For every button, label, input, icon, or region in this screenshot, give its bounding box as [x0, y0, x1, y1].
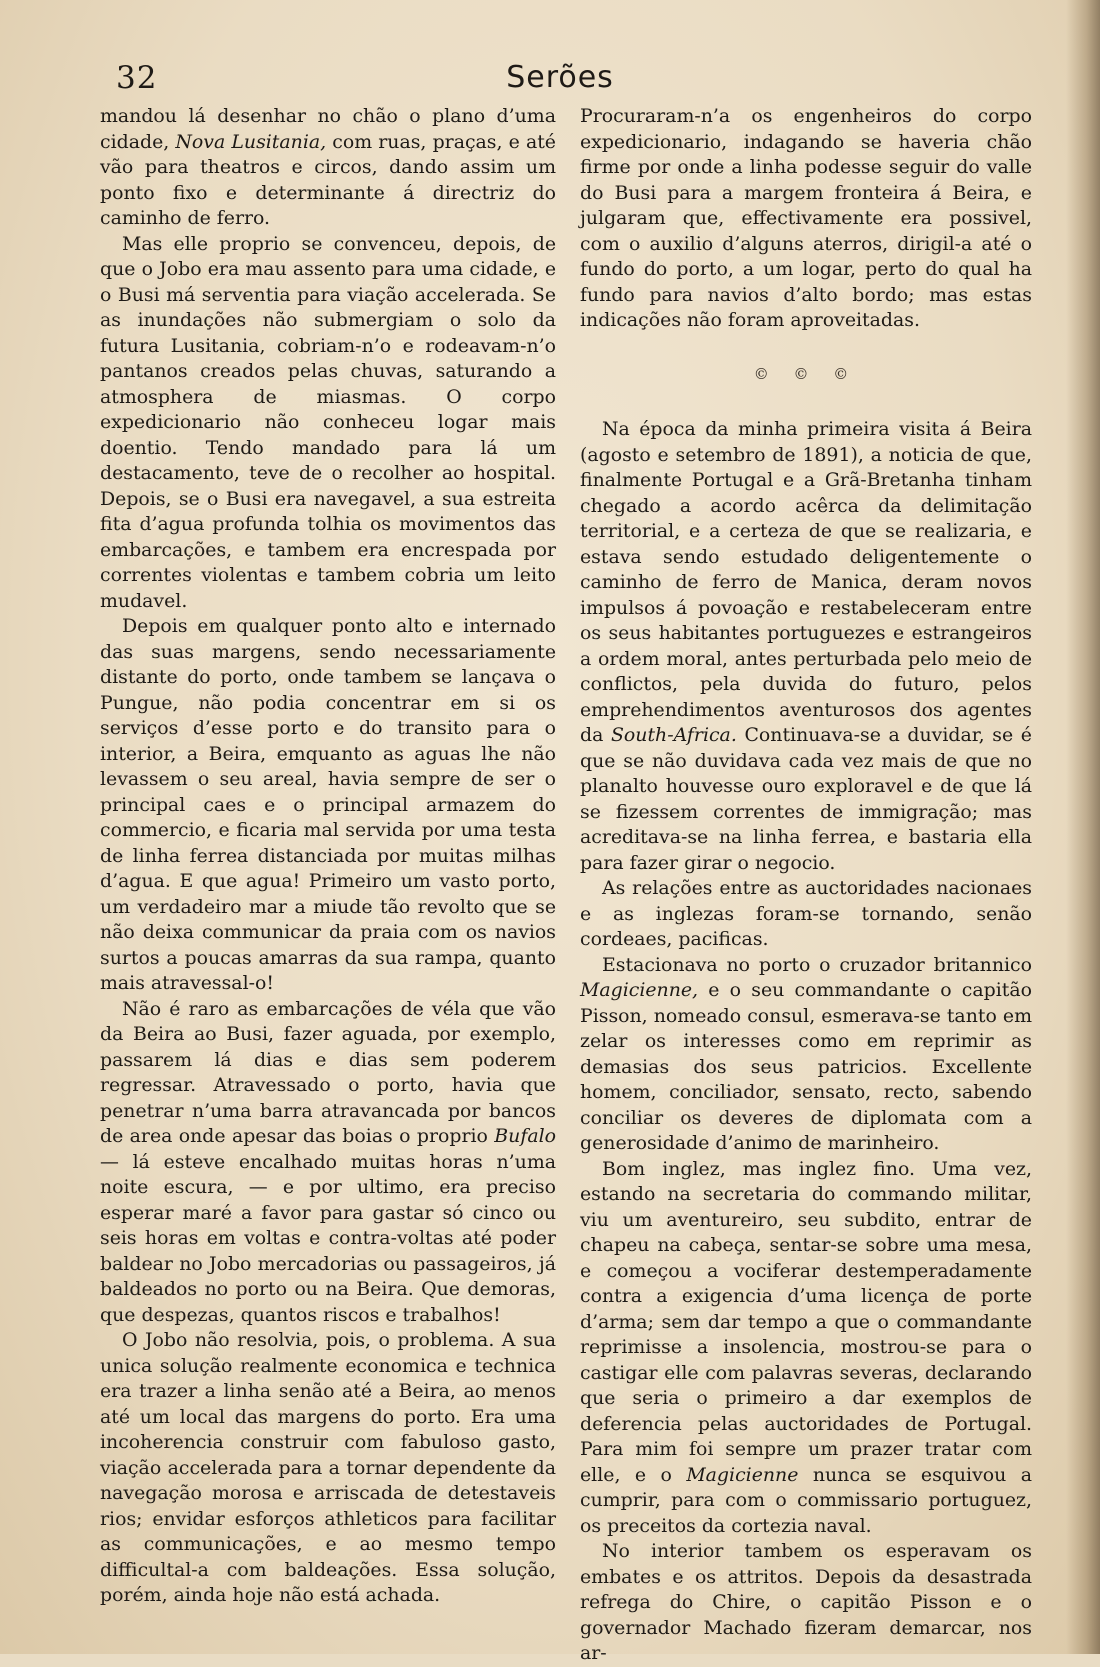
paragraph	[100, 997, 556, 1329]
paragraph-text: Não é raro as embarcações de véla que vão da Beira ao Busi, fazer aguada, por exemplo, passarem lá dias e dias sem poderem regressar. Atravessado o porto, havia que penetrar n’uma barra atravancada por bancos de area onde apesar das boias o proprio	[100, 997, 556, 1147]
paragraph-text: com ruas, praças, e até vão para theatros e circos, dando assim um ponto fixo e determinante á directriz do caminho de ferro.	[100, 130, 556, 229]
paragraph-text: O Jobo não resolvia, pois, o problema. A sua unica solução realmente economica e technica era trazer a linha senão até a Beira, ao menos até um local das margens do porto. Era uma incoherencia construir com fabuloso gasto, viação accelerada para a tornar dependente da navegação morosa e arriscada de detestaveis rios; envidar esforços athleticos para facilitar as communicações, e ao mesmo tempo difficultal-a com baldeações. Essa solução, porém, ainda hoje não está achada.	[100, 1329, 556, 1606]
page-number: 32	[116, 60, 158, 96]
left-column-paragraphs	[100, 104, 556, 1609]
right-column-bottom-paragraphs	[580, 417, 1032, 1667]
paragraph-text: mandou lá desenhar no chão o plano d’uma cidade,	[100, 105, 556, 153]
left-column	[100, 104, 556, 1609]
paragraph-text: nunca se esquivou a cumprir, para com o commissario portuguez, os preceitos da cortezia naval.	[580, 1463, 1033, 1537]
right-column	[580, 104, 1032, 1667]
running-title: Serões	[506, 60, 614, 95]
paragraph-text: — lá esteve encalhado muitas horas n’uma noite escura, — e por ultimo, era preciso esperar maré a favor para gastar só cinco ou seis horas em voltas e contra-voltas até poder baldear no Jobo mercadorias ou passageiros, já baldeados no porto ou na Beira. Que demoras, que despezas, quantos riscos e trabalhos!	[100, 1150, 556, 1326]
right-column-top-paragraphs	[580, 104, 1032, 334]
paragraph-text: Depois em qualquer ponto alto e internado das suas margens, sendo necessariamente distante do porto, onde tambem se lançava o Pungue, não podia concentrar em si os serviços d’esse porto e do transito para o interior, a Beira, emquanto as aguas lhe não levassem o seu areal, havia sempre de ser o principal caes e o principal armazem do commercio, e ficaria mal servida por uma testa de linha ferrea distanciada por muitas milhas d’agua. E que agua! Primeiro um vasto porto, um verdadeiro mar a miude tão revolto que se não deixa communicar da praia com os navios surtos a poucas amarras da sua rampa, quanto mais atravessal-o!	[100, 615, 556, 994]
italic-title: Magicienne	[686, 1463, 799, 1486]
paragraph	[580, 1539, 1032, 1667]
paragraph	[580, 953, 1032, 1157]
paragraph-text: As relações entre as auctoridades nacionaes e as inglezas foram-se tornando, senão cordeaes, pacificas.	[580, 877, 1032, 950]
paragraph-text: Procuraram-n’a os engenheiros do corpo expedicionario, indagando se haveria chão firme por onde a linha podesse seguir do valle do Busi para a margem fronteira á Beira, e julgaram que, effectivamente era possivel, com o auxilio d’alguns aterros, dirigil-a até o fundo do porto, a um logar, perto do qual ha fundo para navios d’alto bordo; mas estas indicações não foram aproveitadas.	[580, 105, 1032, 331]
paragraph	[100, 104, 556, 232]
paragraph-text: e o seu commandante o capitão Pisson, nomeado consul, esmerava-se tanto em zelar os interesses como em reprimir as demasias dos seus patricios. Excellente homem, conciliador, sensato, recto, sabendo conciliar os deveres de diplomata com a generosidade d’animo de marinheiro.	[580, 979, 1032, 1154]
paragraph	[580, 417, 1032, 876]
paragraph	[580, 1157, 1032, 1540]
page-edge-shadow	[1066, 0, 1100, 1654]
paragraph-text: Na época da minha primeira visita á Beira (agosto e setembro de 1891), a noticia de que, finalmente Portugal e a Grã-Bretanha tinham chegado a acordo acêrca da delimitação territorial, e a certeza de que se realizaria, e estava sendo estudado deligentemente o caminho de ferro de Manica, deram novos impulsos á povoação e restabeleceram entre os seus habitantes portuguezes e estrangeiros a ordem moral, antes perturbada pelo meio de conflictos, pela duvida do futuro, pelos emprehendimentos aventurosos dos agentes da	[580, 418, 1032, 746]
italic-title: South-Africa.	[610, 724, 737, 746]
paragraph-text: Bom inglez, mas inglez fino. Uma vez, estando na secretaria do commando militar, viu um aventureiro, seu subdito, entrar de chapeu na cabeça, sentar-se sobre uma mesa, e começou a vociferar destemperadamente contra a exigencia d’uma licença de porte d’arma; sem dar tempo a que o commandante reprimisse a insolencia, mostrou-se para o castigar elle com palavras severas, declarando que seria o primeiro a dar exemplos de deferencia pelas auctoridades de Portugal. Para mim foi sempre um prazer tratar com elle, e o	[580, 1157, 1032, 1486]
paragraph	[100, 1328, 556, 1609]
paragraph	[580, 104, 1032, 334]
italic-title: Bufalo	[494, 1125, 556, 1147]
paragraph-text: Estacionava no porto o cruzador britannico	[602, 953, 1032, 976]
italic-title: Nova Lusitania,	[175, 130, 327, 153]
paragraph	[100, 614, 556, 997]
paragraph-text: Continuava-se a duvidar, se é que se não duvidava cada vez mais de que no planalto houvesse ouro exploravel e de que lá se fizessem correntes de immigração; mas acreditava-se na linha ferrea, e bastaria ella para fazer girar o negocio.	[580, 724, 1032, 874]
section-ornament: © © ©	[753, 364, 859, 383]
italic-title: Magicienne,	[580, 979, 699, 1001]
paragraph-text: No interior tambem os esperavam os embates e os attritos. Depois da desastrada refrega do Chire, o capitão Pisson e o governador Machado fizeram demarcar, nos ar-	[580, 1540, 1032, 1664]
page-header	[100, 56, 1020, 102]
paragraph-text: Mas elle proprio se convenceu, depois, de que o Jobo era mau assento para uma cidade, e o Busi má serventia para viação accelerada. Se as inundações não submergiam o solo da futura Lusitania, cobriam-n’o e rodeavam-n’o pantanos creados pelas chuvas, saturando a atmosphera de miasmas. O corpo expedicionario não conheceu logar mais doentio. Tendo mandado para lá um destacamento, teve de o recolher ao hospital. Depois, se o Busi era navegavel, a sua estreita fita d’agua profunda tolhia os movimentos das embarcações, e tambem era encrespada por correntes violentas e tambem cobria um leito mudavel.	[100, 232, 556, 612]
paragraph	[580, 876, 1032, 953]
paragraph	[100, 232, 556, 615]
